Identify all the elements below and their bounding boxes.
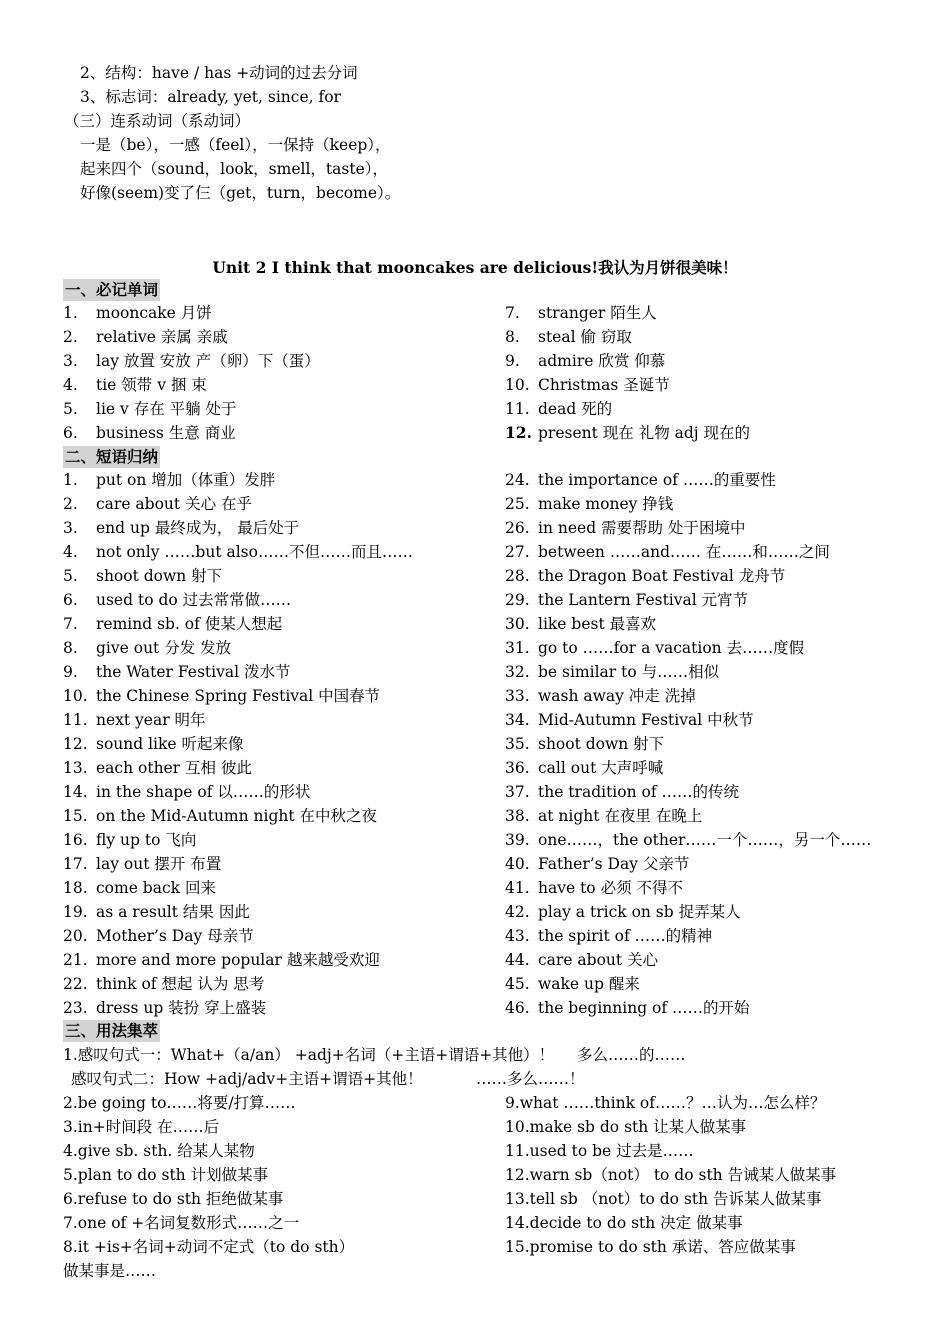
item-number: 4.: [63, 376, 78, 394]
list-item: [505, 540, 925, 564]
item-number: 17.: [63, 855, 88, 873]
item-text: end up 最终成为， 最后处于: [96, 519, 300, 537]
item-number: 2.: [63, 495, 78, 513]
item-number: 15.: [63, 807, 88, 825]
list-item: [505, 852, 925, 876]
item-number: 37.: [505, 783, 530, 801]
list-item: [505, 373, 925, 397]
phrases-left-list: [63, 468, 503, 1020]
signal-words-line: 3、标志词：already, yet, since, for: [80, 88, 341, 106]
item-number: 30.: [505, 615, 530, 633]
item-number: 8.: [505, 328, 520, 346]
list-item: [63, 564, 503, 588]
item-text: as a result 结果 因此: [96, 903, 250, 921]
item-number: 14.: [63, 783, 88, 801]
item-text: the importance of ……的重要性: [538, 471, 776, 489]
item-text: the Lantern Festival 元宵节: [538, 591, 749, 609]
list-item: [505, 684, 925, 708]
item-text: the Water Festival 泼水节: [96, 663, 291, 681]
item-text: make money 挣钱: [538, 495, 674, 513]
list-item: [63, 301, 503, 325]
item-number: 23.: [63, 999, 88, 1017]
item-text: shoot down 射下: [96, 567, 223, 585]
item-number: 20.: [63, 927, 88, 945]
list-item: [63, 492, 503, 516]
list-item: [63, 325, 503, 349]
item-number: 16.: [63, 831, 88, 849]
list-item: [63, 636, 503, 660]
item-text: think of 想起 认为 思考: [96, 975, 265, 993]
usage-item: 做某事是……: [63, 1262, 157, 1280]
list-item: [63, 468, 503, 492]
item-number: 39.: [505, 831, 530, 849]
item-text: lay out 摆开 布置: [96, 855, 222, 873]
item-text: Mother’s Day 母亲节: [96, 927, 254, 945]
item-number: 11.: [505, 400, 530, 418]
item-text: in need 需要帮助 处于困境中: [538, 519, 746, 537]
item-number: 41.: [505, 879, 530, 897]
item-number: 12.: [505, 423, 532, 442]
item-text: Father’s Day 父亲节: [538, 855, 690, 873]
linking-verbs-line-2: 起来四个（sound，look，smell，taste），: [80, 160, 389, 178]
list-item: [505, 301, 925, 325]
list-item: [505, 804, 925, 828]
item-number: 10.: [505, 376, 530, 394]
list-item: [63, 876, 503, 900]
list-item: [505, 708, 925, 732]
exclamation-pattern-1: 1.感叹句式一：What+（a/an） +adj+名词（+主语+谓语+其他）！: [63, 1046, 555, 1064]
item-text: remind sb. of 使某人想起: [96, 615, 283, 633]
item-text: play a trick on sb 捉弄某人: [538, 903, 741, 921]
item-text: fly up to 飞向: [96, 831, 197, 849]
item-number: 9.: [505, 352, 520, 370]
usage-item: 7.one of +名词复数形式……之一: [63, 1214, 300, 1232]
exclamation-pattern-1-meaning: 多么……的……: [577, 1046, 686, 1064]
item-text: like best 最喜欢: [538, 615, 657, 633]
item-text: have to 必须 不得不: [538, 879, 683, 897]
item-text: mooncake 月饼: [96, 304, 212, 322]
usage-item: 11.used to be 过去是……: [505, 1142, 694, 1160]
item-number: 21.: [63, 951, 88, 969]
item-text: relative 亲属 亲戚: [96, 328, 228, 346]
item-number: 19.: [63, 903, 88, 921]
list-item: [505, 349, 925, 373]
item-number: 28.: [505, 567, 530, 585]
item-number: 10.: [63, 687, 88, 705]
item-text: the Dragon Boat Festival 龙舟节: [538, 567, 786, 585]
list-item: [63, 397, 503, 421]
item-text: wash away 冲走 洗掉: [538, 687, 696, 705]
list-item: [63, 588, 503, 612]
item-number: 25.: [505, 495, 530, 513]
list-item: [63, 780, 503, 804]
item-number: 11.: [63, 711, 88, 729]
list-item: [63, 349, 503, 373]
item-number: 42.: [505, 903, 530, 921]
item-text: shoot down 射下: [538, 735, 665, 753]
item-number: 27.: [505, 543, 530, 561]
list-item: [505, 468, 925, 492]
item-number: 18.: [63, 879, 88, 897]
words-right-list: [505, 301, 925, 445]
item-number: 5.: [63, 567, 78, 585]
list-item: [63, 972, 503, 996]
usage-item: 14.decide to do sth 决定 做某事: [505, 1214, 743, 1232]
item-number: 7.: [505, 304, 520, 322]
list-item: [63, 684, 503, 708]
item-number: 36.: [505, 759, 530, 777]
list-item: [505, 876, 925, 900]
item-text: the spirit of ……的精神: [538, 927, 713, 945]
list-item: [505, 397, 925, 421]
item-text: lay 放置 安放 产（卵）下（蛋）: [96, 352, 320, 370]
item-text: in the shape of 以……的形状: [96, 783, 311, 801]
linking-verbs-line-3: 好像(seem)变了仨（get，turn，become）。: [80, 184, 401, 202]
list-item: [505, 492, 925, 516]
usage-item: 12.warn sb（not） to do sth 告诫某人做某事: [505, 1166, 837, 1184]
phrases-heading: 二、短语归纳: [65, 447, 159, 466]
item-number: 12.: [63, 735, 88, 753]
item-number: 22.: [63, 975, 88, 993]
item-number: 34.: [505, 711, 530, 729]
item-text: present 现在 礼物 adj 现在的: [538, 424, 751, 442]
usage-item: 8.it +is+名词+动词不定式（to do sth）: [63, 1238, 355, 1256]
phrases-right-list: [505, 468, 925, 1020]
item-number: 1.: [63, 304, 78, 322]
item-text: each other 互相 彼此: [96, 759, 252, 777]
item-text: stranger 陌生人: [538, 304, 657, 322]
list-item: [505, 924, 925, 948]
item-number: 1.: [63, 471, 78, 489]
list-item: [505, 564, 925, 588]
item-text: come back 回来: [96, 879, 216, 897]
item-text: the beginning of ……的开始: [538, 999, 750, 1017]
list-item: [63, 804, 503, 828]
list-item: [505, 732, 925, 756]
item-text: Mid-Autumn Festival 中秋节: [538, 711, 754, 729]
list-item: [63, 540, 503, 564]
list-item: [505, 996, 925, 1020]
list-item: [505, 972, 925, 996]
list-item: [63, 756, 503, 780]
item-text: care about 关心 在乎: [96, 495, 252, 513]
item-number: 43.: [505, 927, 530, 945]
list-item: [63, 900, 503, 924]
list-item: [63, 828, 503, 852]
item-number: 45.: [505, 975, 530, 993]
item-number: 5.: [63, 400, 78, 418]
list-item: [505, 660, 925, 684]
list-item: [63, 852, 503, 876]
list-item: [63, 516, 503, 540]
item-number: 29.: [505, 591, 530, 609]
item-text: next year 明年: [96, 711, 206, 729]
item-text: be similar to 与……相似: [538, 663, 720, 681]
item-text: put on 增加（体重）发胖: [96, 471, 276, 489]
list-item: [505, 756, 925, 780]
item-number: 40.: [505, 855, 530, 873]
item-number: 6.: [63, 424, 78, 442]
item-number: 35.: [505, 735, 530, 753]
list-item: [63, 732, 503, 756]
list-item: [63, 708, 503, 732]
usage-item: 3.in+时间段 在……后: [63, 1118, 220, 1136]
item-text: business 生意 商业: [96, 424, 236, 442]
words-heading: 一、必记单词: [65, 280, 159, 299]
list-item: [63, 996, 503, 1020]
item-text: sound like 听起来像: [96, 735, 244, 753]
item-text: between ……and…… 在……和……之间: [538, 543, 830, 561]
list-item: [505, 516, 925, 540]
list-item: [63, 948, 503, 972]
list-item: [505, 828, 925, 852]
item-number: 13.: [63, 759, 88, 777]
item-number: 2.: [63, 328, 78, 346]
item-number: 6.: [63, 591, 78, 609]
list-item: [63, 421, 503, 445]
item-number: 3.: [63, 519, 78, 537]
list-item: [505, 948, 925, 972]
exclamation-pattern-2: 感叹句式二：How +adj/adv+主语+谓语+其他！: [71, 1070, 423, 1088]
item-text: dress up 装扮 穿上盛装: [96, 999, 267, 1017]
item-number: 24.: [505, 471, 530, 489]
item-text: one……，the other……一个……，另一个……: [538, 831, 872, 849]
item-number: 7.: [63, 615, 78, 633]
list-item: [63, 660, 503, 684]
item-text: wake up 醒来: [538, 975, 640, 993]
usage-item: 4.give sb. sth. 给某人某物: [63, 1142, 255, 1160]
usage-item: 6.refuse to do sth 拒绝做某事: [63, 1190, 284, 1208]
exclamation-pattern-2-meaning: ……多么……！: [476, 1070, 585, 1088]
item-text: Christmas 圣诞节: [538, 376, 670, 394]
item-text: the tradition of ……的传统: [538, 783, 739, 801]
item-text: admire 欣赏 仰慕: [538, 352, 666, 370]
list-item: [505, 421, 925, 445]
usage-item: 5.plan to do sth 计划做某事: [63, 1166, 269, 1184]
list-item: [505, 325, 925, 349]
list-item: [505, 612, 925, 636]
item-number: 26.: [505, 519, 530, 537]
item-text: care about 关心: [538, 951, 659, 969]
item-number: 44.: [505, 951, 530, 969]
list-item: [505, 588, 925, 612]
unit-title: Unit 2 I think that mooncakes are delicious!我认为月饼很美味！: [212, 258, 738, 277]
item-text: go to ……for a vacation 去……度假: [538, 639, 805, 657]
item-number: 33.: [505, 687, 530, 705]
item-number: 38.: [505, 807, 530, 825]
item-number: 9.: [63, 663, 78, 681]
item-text: steal 偷 窃取: [538, 328, 632, 346]
structure-line: 2、结构：have / has +动词的过去分词: [80, 64, 358, 82]
item-number: 3.: [63, 352, 78, 370]
usage-item: 10.make sb do sth 让某人做某事: [505, 1118, 747, 1136]
item-number: 32.: [505, 663, 530, 681]
usage-item: 9.what ……think of……？…认为…怎么样？: [505, 1094, 826, 1112]
list-item: [63, 373, 503, 397]
list-item: [63, 612, 503, 636]
item-text: call out 大声呼喊: [538, 759, 664, 777]
item-text: lie v 存在 平躺 处于: [96, 400, 237, 418]
item-number: 4.: [63, 543, 78, 561]
item-number: 8.: [63, 639, 78, 657]
item-text: used to do 过去常常做……: [96, 591, 292, 609]
list-item: [63, 924, 503, 948]
item-text: give out 分发 发放: [96, 639, 232, 657]
list-item: [505, 900, 925, 924]
linking-verbs-heading: （三）连系动词（系动词）: [64, 112, 251, 130]
item-text: tie 领带 v 捆 束: [96, 376, 207, 394]
list-item: [505, 636, 925, 660]
item-text: at night 在夜里 在晚上: [538, 807, 703, 825]
item-number: 31.: [505, 639, 530, 657]
usage-item: 15.promise to do sth 承诺、答应做某事: [505, 1238, 796, 1256]
words-left-list: [63, 301, 503, 445]
usage-item: 13.tell sb （not）to do sth 告诉某人做某事: [505, 1190, 822, 1208]
usage-heading: 三、用法集萃: [65, 1021, 159, 1040]
linking-verbs-line-1: 一是（be），一感（feel），一保持（keep），: [80, 136, 391, 154]
usage-item: 2.be going to……将要/打算……: [63, 1094, 296, 1112]
item-text: not only ……but also……不但……而且……: [96, 543, 413, 561]
item-text: the Chinese Spring Festival 中国春节: [96, 687, 381, 705]
list-item: [505, 780, 925, 804]
item-number: 46.: [505, 999, 530, 1017]
item-text: on the Mid-Autumn night 在中秋之夜: [96, 807, 378, 825]
item-text: dead 死的: [538, 400, 613, 418]
item-text: more and more popular 越来越受欢迎: [96, 951, 380, 969]
